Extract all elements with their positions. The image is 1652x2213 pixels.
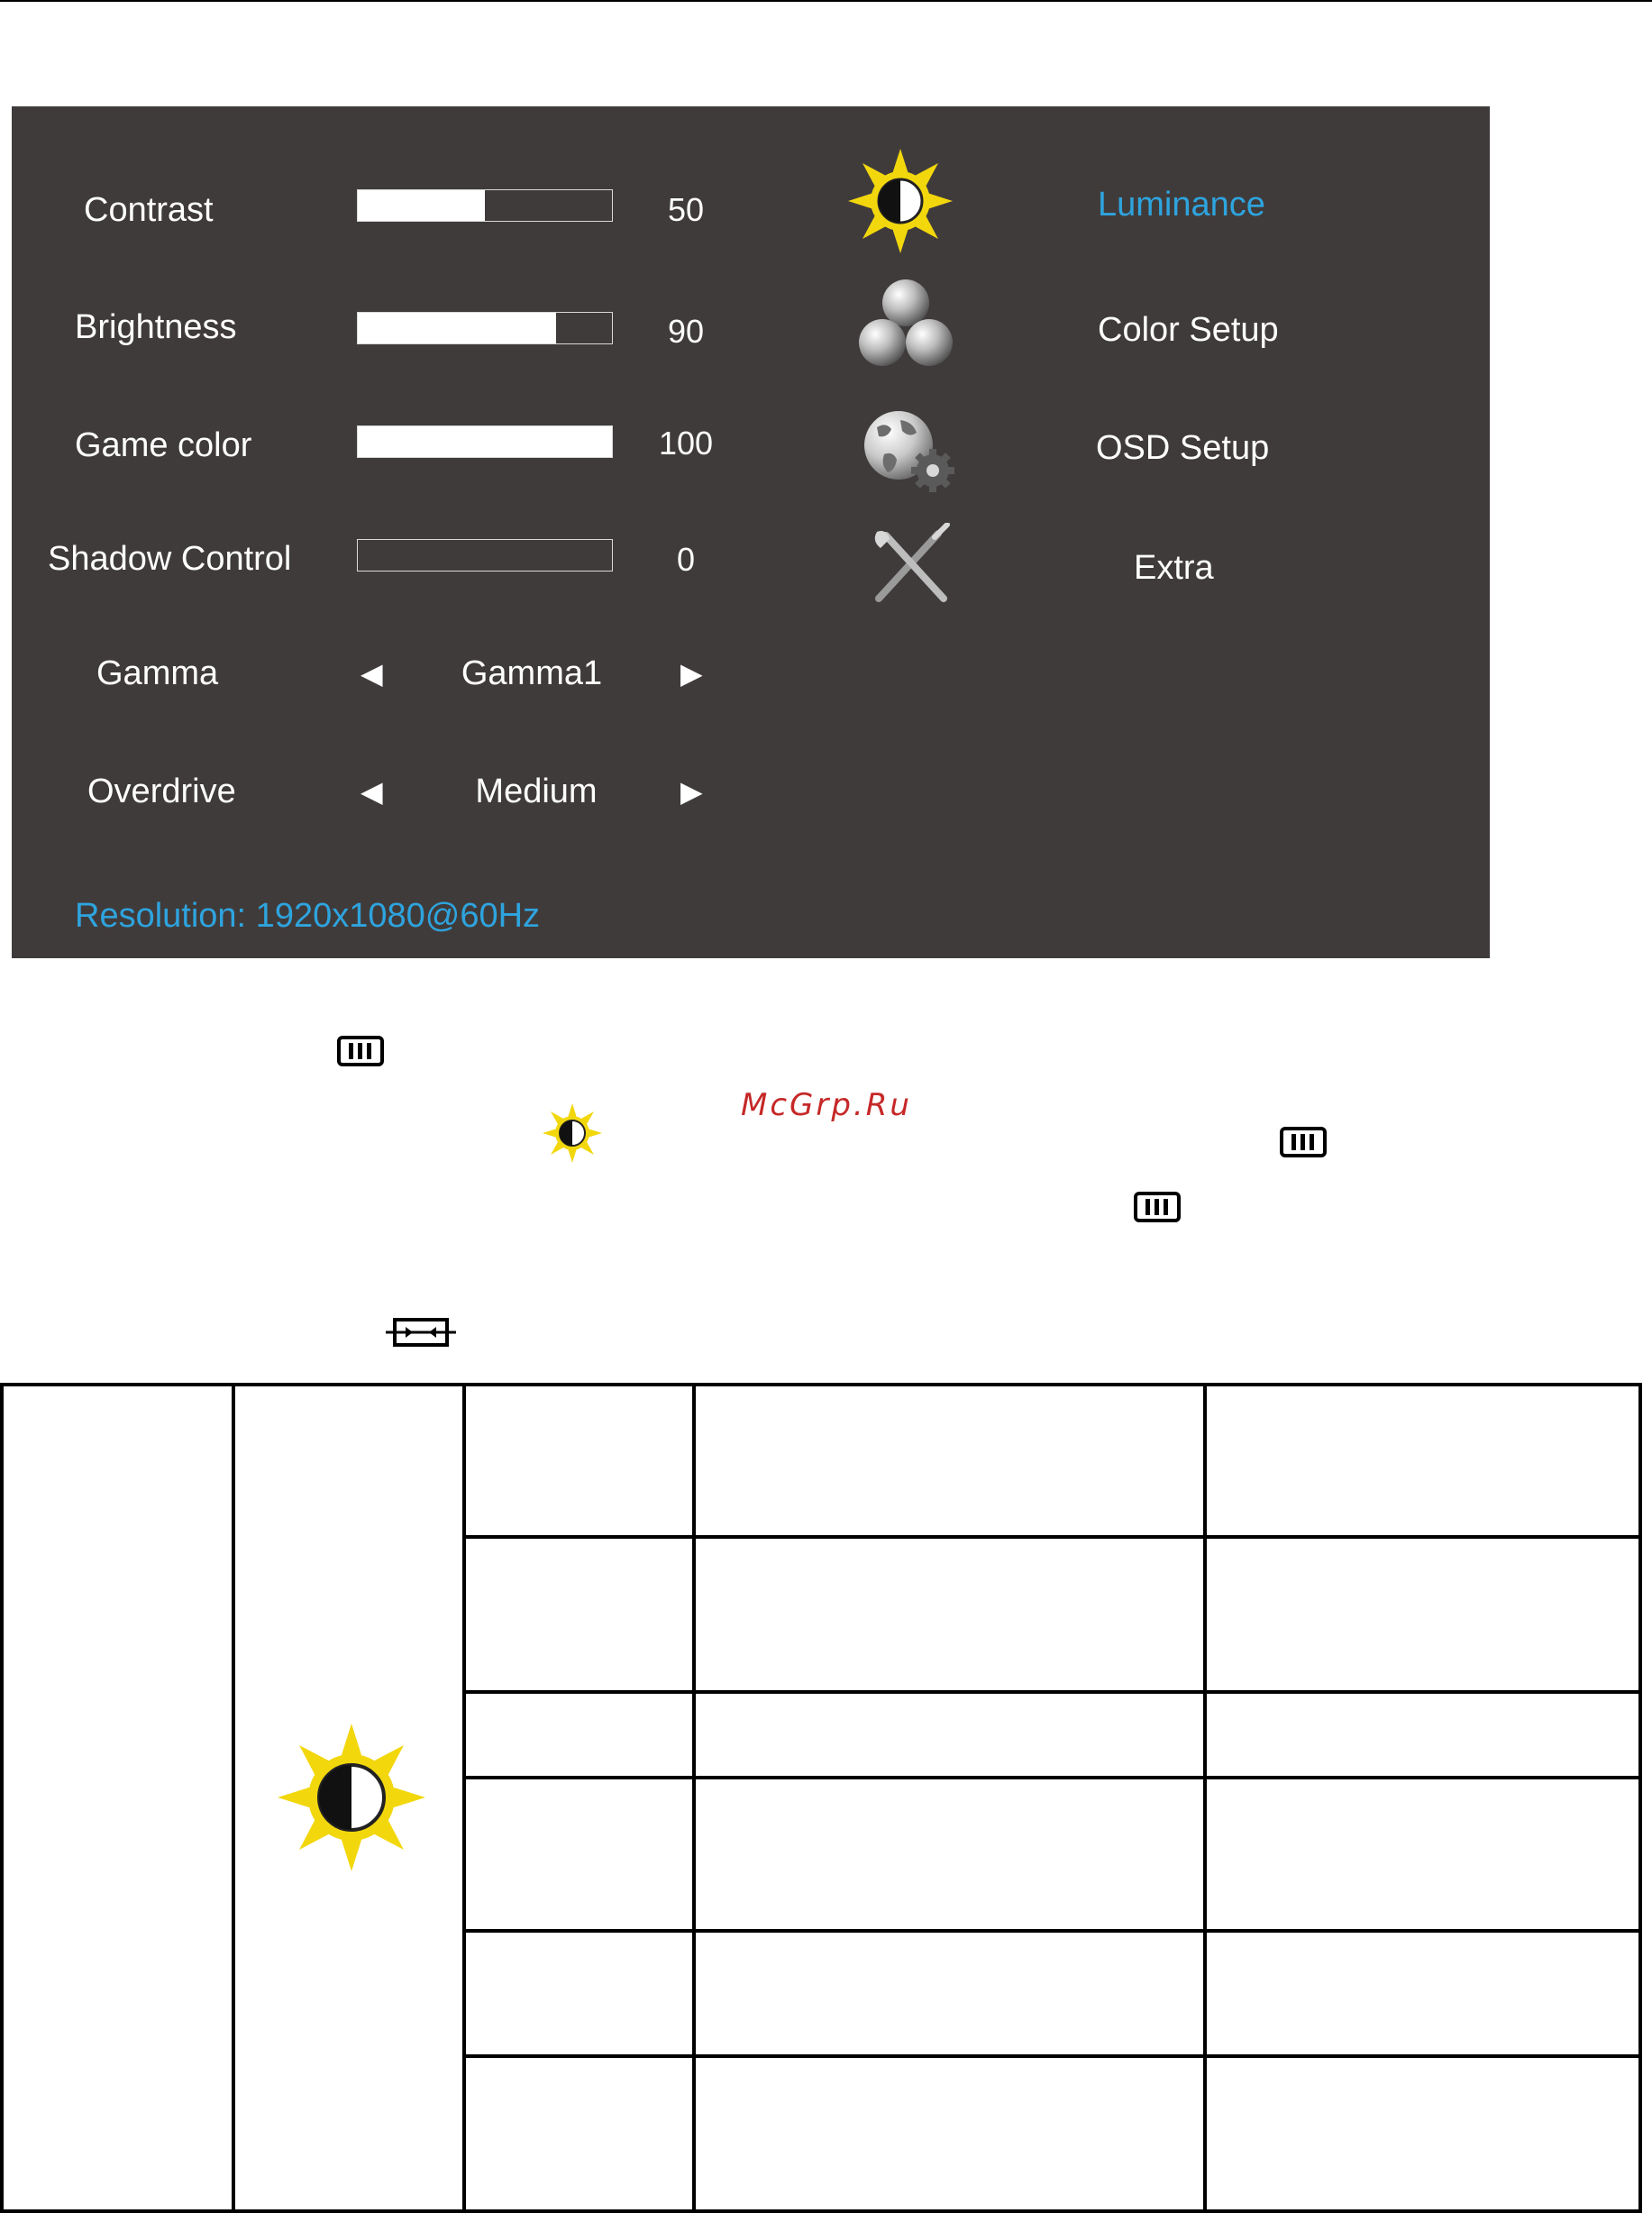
table-col-divider: [462, 1383, 466, 2213]
overdrive-prev-arrow-icon[interactable]: ◀: [361, 775, 383, 808]
contrast-slider[interactable]: [357, 189, 613, 222]
overdrive-value: Medium: [475, 773, 598, 810]
table-border-top: [0, 1383, 1642, 1386]
resolution-value: 1920x1080@60Hz: [246, 897, 541, 935]
overdrive-next-arrow-icon[interactable]: ▶: [680, 775, 703, 808]
table-row-divider: [462, 2054, 1642, 2058]
game-color-label: Game color: [75, 426, 252, 464]
shadow-control-label: Shadow Control: [48, 540, 292, 578]
menu-item-extra[interactable]: Extra: [1134, 549, 1214, 587]
menu-key-icon-2: [1280, 1127, 1327, 1157]
contrast-slider-fill: [358, 190, 485, 221]
luminance-sun-icon-large: [276, 1722, 427, 1873]
color-spheres-icon[interactable]: [857, 278, 954, 368]
table-row-divider: [462, 1690, 1642, 1694]
gamma-next-arrow-icon[interactable]: ▶: [680, 657, 703, 690]
sun-contrast-icon[interactable]: [846, 146, 954, 256]
tools-icon[interactable]: [868, 523, 958, 606]
overdrive-label: Overdrive: [87, 773, 236, 810]
table-border-right: [1638, 1383, 1642, 2213]
globe-gear-icon[interactable]: [861, 407, 960, 498]
shadow-control-slider[interactable]: [357, 539, 613, 572]
game-color-slider-fill: [358, 426, 612, 457]
resolution-prefix: Resolution:: [75, 897, 247, 935]
menu-key-icon-3: [1134, 1192, 1181, 1222]
contrast-value: 50: [667, 191, 705, 228]
table-row-divider: [462, 1929, 1642, 1933]
contrast-label: Contrast: [84, 191, 214, 229]
table-col-divider: [232, 1383, 235, 2213]
game-color-value: 100: [658, 425, 714, 462]
gamma-label: Gamma: [96, 654, 219, 692]
menu-item-osd-setup[interactable]: OSD Setup: [1096, 429, 1270, 467]
table-border-bottom: [0, 2209, 1642, 2213]
auto-key-icon: [386, 1316, 456, 1349]
table-col-divider: [692, 1383, 696, 2213]
gamma-prev-arrow-icon[interactable]: ◀: [361, 657, 383, 690]
table-border-left: [0, 1383, 4, 2213]
top-rule: [0, 0, 1652, 2]
gamma-value: Gamma1: [461, 654, 603, 692]
osd-menu-panel: [12, 106, 1490, 958]
brightness-slider[interactable]: [357, 312, 613, 344]
brightness-slider-fill: [358, 313, 556, 343]
luminance-sun-icon: [541, 1102, 604, 1165]
table-col-divider: [1203, 1383, 1207, 2213]
watermark: McGrp.Ru: [741, 1087, 912, 1123]
shadow-control-value: 0: [676, 541, 696, 578]
table-row-divider: [462, 1776, 1642, 1779]
table-row-divider: [462, 1535, 1642, 1539]
menu-item-color-setup[interactable]: Color Setup: [1098, 311, 1279, 349]
resolution-readout: [75, 896, 540, 936]
luminance-table: [0, 1383, 1652, 2213]
game-color-slider[interactable]: [357, 425, 613, 458]
brightness-label: Brightness: [75, 308, 237, 346]
menu-item-luminance[interactable]: Luminance: [1098, 186, 1265, 224]
brightness-value: 90: [667, 313, 705, 350]
menu-key-icon: [337, 1036, 384, 1066]
